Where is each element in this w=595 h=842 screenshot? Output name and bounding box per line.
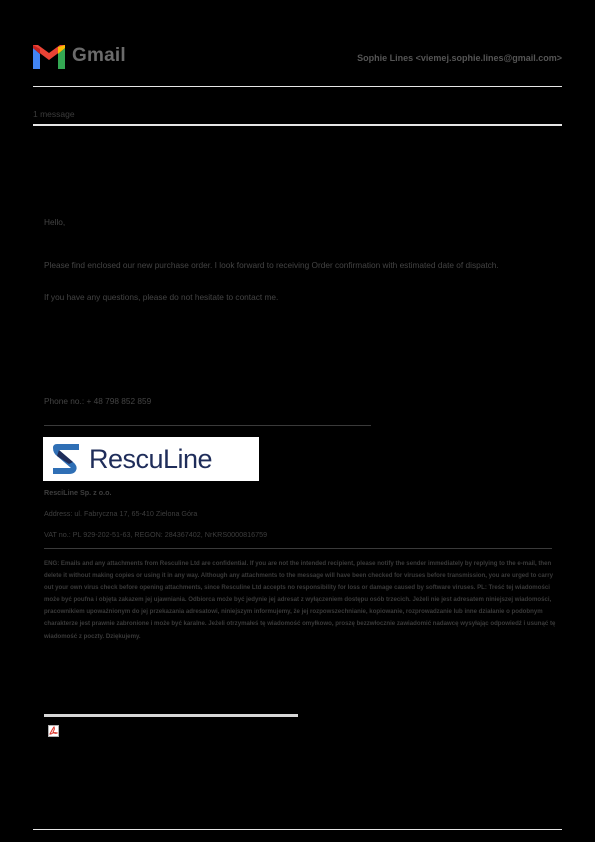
resculine-logo xyxy=(43,437,259,481)
email-paragraph-1: Please find enclosed our new purchase order. I look forward to receiving Order confirmation with estimated date of dispatch. xyxy=(44,260,499,270)
legal-disclaimer: ENG: Emails and any attachments from Resculine Ltd are confidential. If you are not the intended recipient, please notify the sender immediately by replying to the e-mail, then delete it without making copies or using it in any way. Although any attachments to the message will have been checked for viruses before transmission, you are urged to carry out your own virus check before opening attachments, since Resculine Ltd accepts no responsibility for loss or damage caused by software viruses. PL: Treść tej wiadomości może być poufna i objęta zakazem jej ujawniania. Odbiorca może być jedynie jej adresat z wyłączeniem dostępu osób trzecich. Jeżeli nie jest adresatem niniejszej wiadomości, pracownikiem upoważnionym do jej przekazania adresatowi, niniejszym informujemy, że jej rozpowszechnianie, kopiowanie, rozprowadzanie lub inne działanie o podobnym charakterze jest prawnie zabronione i może być karalne. Jeżeli otrzymałeś tę wiadomość omyłkowo, proszę bezzwłocznie zawiadomić nadawcę wysyłając odpowiedź i usunąć tę wiadomość z poczty. Dziękujemy. xyxy=(44,560,556,640)
app-name: Gmail xyxy=(72,45,126,66)
email-paragraph-2: If you have any questions, please do not hesitate to contact me. xyxy=(44,292,279,302)
phone-number: Phone no.: + 48 798 852 859 xyxy=(44,396,152,406)
signature-divider xyxy=(44,425,371,426)
pdf-file-icon[interactable] xyxy=(48,724,59,736)
email-greeting: Hello, xyxy=(44,217,66,227)
gmail-logo-icon xyxy=(33,45,65,69)
header-divider xyxy=(33,86,562,87)
disclaimer-divider xyxy=(44,548,552,549)
attachment-divider xyxy=(44,714,298,717)
message-count: 1 message xyxy=(33,109,75,119)
company-vat: VAT no.: PL 929-202-51-63, REGON: 284367402, NrKRS0000816759 xyxy=(44,530,268,539)
resculine-s-icon xyxy=(49,442,83,476)
footer-divider xyxy=(33,829,562,830)
thread-divider xyxy=(33,124,562,126)
company-address: Address: ul. Fabryczna 17, 65-410 Zielona Góra xyxy=(44,509,198,518)
resculine-logo-text: RescuLine xyxy=(89,443,213,474)
company-name: ResciLine Sp. z o.o. xyxy=(44,488,112,497)
sender-address: Sophie Lines <viemej.sophie.lines@gmail.com> xyxy=(357,53,562,63)
